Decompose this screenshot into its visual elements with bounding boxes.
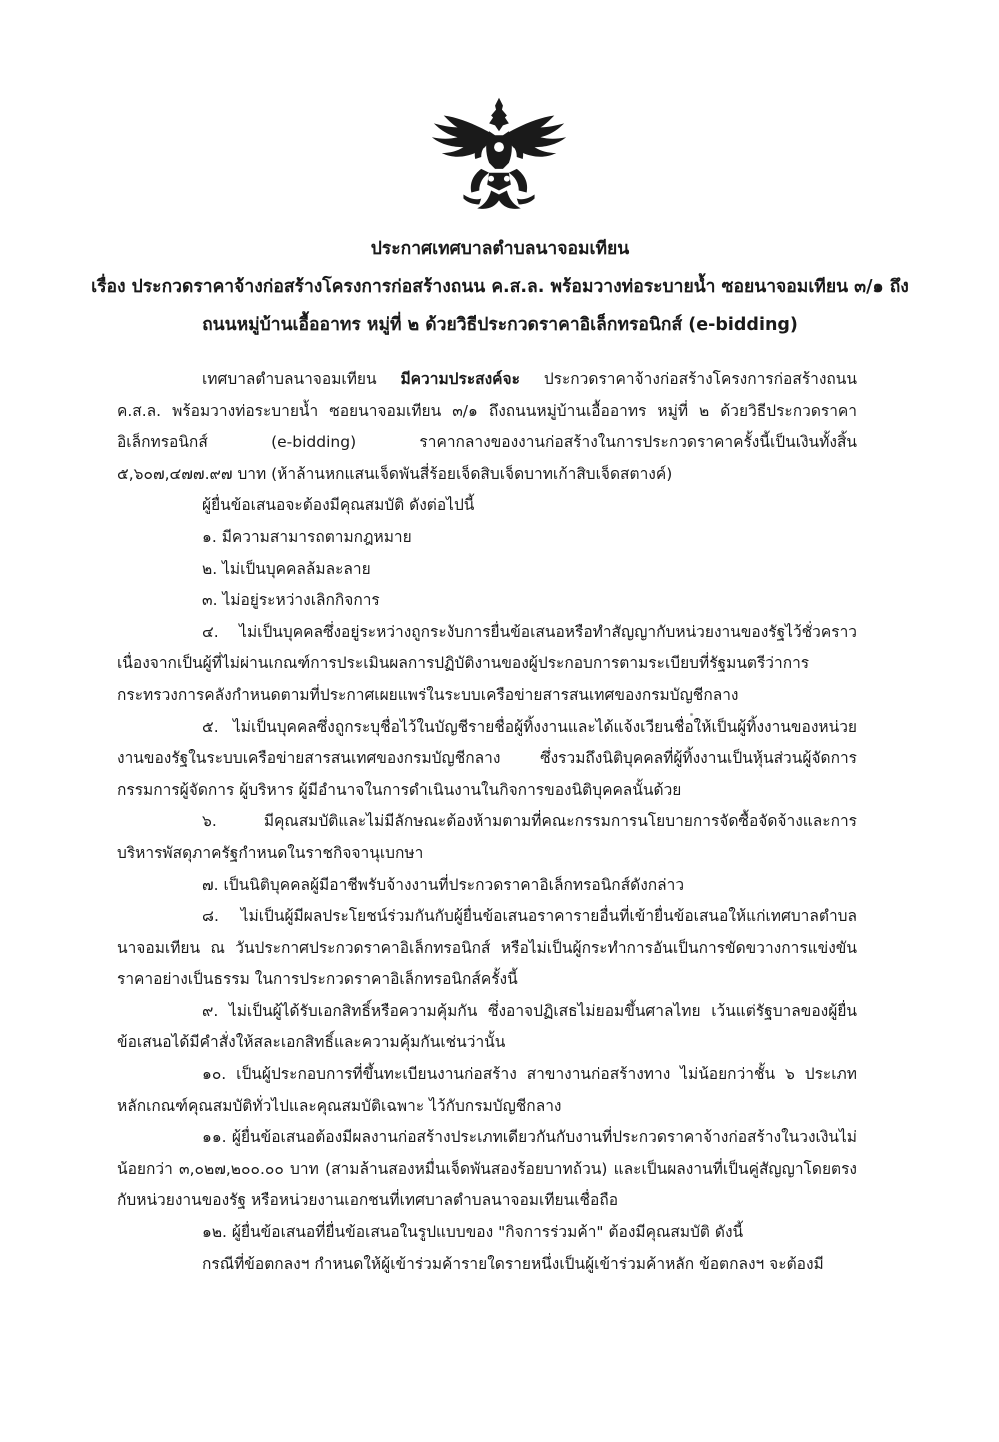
qualification-item-10: ๑๐. เป็นผู้ประกอบการที่ขึ้นทะเบียนงานก่อสร้าง สาขางานก่อสร้างทาง ไม่น้อยกว่าชั้น ๖ ประเภทหลักเกณฑ์คุณสมบัติทั่วไปและคุณสมบัติเฉพาะ ไว้กับกรมบัญชีกลาง: [117, 1065, 857, 1115]
subject-line-2: ถนนหมู่บ้านเอื้ออาทร หมู่ที่ ๒ ด้วยวิธีประกวดราคาอิเล็กทรอนิกส์ (e-bidding): [202, 315, 798, 335]
qualification-item-1: ๑. มีความสามารถตามกฎหมาย: [202, 527, 412, 546]
qualifications-heading: ผู้ยื่นข้อเสนอจะต้องมีคุณสมบัติ ดังต่อไปนี้: [202, 496, 475, 515]
qualification-item-11: ๑๑. ผู้ยื่นข้อเสนอต้องมีผลงานก่อสร้างประเภทเดียวกันกับงานที่ประกวดราคาจ้างก่อสร้างในวงเงินไม่น้อยกว่า ๓,๐๒๗,๒๐๐.๐๐ บาท (สามล้านสองหมื่นเจ็ดพันสองร้อยบาทถ้วน) และเป็นผลงานที่เป็นคู่สัญญาโดยตรงกับหน่วยงานของรัฐ หรือหน่วยงานเอกชนที่เทศบาลตำบลนาจอมเทียนเชื่อถือ: [117, 1128, 857, 1210]
qualification-item-9: ๙. ไม่เป็นผู้ได้รับเอกสิทธิ์หรือความคุ้มกัน ซึ่งอาจปฏิเสธไม่ยอมขึ้นศาลไทย เว้นแต่รัฐบาลของผู้ยื่นข้อเสนอได้มีคำสั่งให้สละเอกสิทธิ์และความคุ้มกันเช่นว่านั้น: [117, 1001, 857, 1052]
subject-line-1: [90, 275, 910, 299]
document-body: [117, 364, 857, 1280]
intro-start: เทศบาลตำบลนาจอมเทียน: [202, 370, 377, 388]
intro-rest: ประกวดราคาจ้างก่อสร้างโครงการก่อสร้างถนน ค.ส.ล. พร้อมวางท่อระบายน้ำ ซอยนาจอมเทียน ๓/๑ ถึงถนนหมู่บ้านเอื้ออาทร หมู่ที่ ๒ ด้วยวิธีประกวดราคาอิเล็กทรอนิกส์ (e-bidding) ราคากลางของงานก่อสร้างในการประกวดราคาครั้งนี้เป็นเงินทั้งสิ้น ๕,๖๐๗,๔๗๗.๙๗ บาท (ห้าล้านหกแสนเจ็ดพันสี่ร้อยเจ็ดสิบเจ็ดบาทเก้าสิบเจ็ดสตางค์): [117, 370, 857, 483]
qualification-item-5: ๕. ไม่เป็นบุคคลซึ่งถูกระบุชื่อไว้ในบัญชีรายชื่อผู้ทิ้งงานและได้แจ้งเวียนชื่อให้เป็นผู้ทิ้งงานของหน่วยงานของรัฐในระบบเครือข่ายสารสนเทศของกรมบัญชีกลาง ซึ่งรวมถึงนิติบุคคลที่ผู้ทิ้งงานเป็นหุ้นส่วนผู้จัดการ กรรมการผู้จัดการ ผู้บริหาร ผู้มีอำนาจในการดำเนินงานในกิจการของนิติบุคคลนั้นด้วย: [117, 717, 857, 799]
intro-paragraph: [117, 364, 857, 490]
scan-speck: [690, 713, 693, 716]
garuda-emblem-icon: [420, 95, 578, 215]
subject-label: เรื่อง: [91, 277, 126, 297]
subject-text-1: ประกวดราคาจ้างก่อสร้างโครงการก่อสร้างถนน ค.ส.ล. พร้อมวางท่อระบายน้ำ ซอยนาจอมเทียน ๓/๑ ถึง: [131, 277, 909, 297]
qualification-item-7: ๗. เป็นนิติบุคคลผู้มีอาชีพรับจ้างงานที่ประกวดราคาอิเล็กทรอนิกส์ดังกล่าว: [202, 875, 685, 894]
qualification-item-12: ๑๒. ผู้ยื่นข้อเสนอที่ยื่นข้อเสนอในรูปแบบของ "กิจการร่วมค้า" ต้องมีคุณสมบัติ ดังนี้: [202, 1223, 744, 1242]
intro-bold: มีความประสงค์จะ: [400, 370, 520, 388]
qualification-item-4: ๔. ไม่เป็นบุคคลซึ่งอยู่ระหว่างถูกระงับการยื่นข้อเสนอหรือทำสัญญากับหน่วยงานของรัฐไว้ชั่วคราว เนื่องจากเป็นผู้ที่ไม่ผ่านเกณฑ์การประเมินผลการปฏิบัติงานของผู้ประกอบการตามระเบียบที่รัฐมนตรีว่าการกระทรวงการคลังกำหนดตามที่ประกาศเผยแพร่ในระบบเครือข่ายสารสนเทศของกรมบัญชีกลาง: [117, 622, 857, 704]
joint-venture-clause: กรณีที่ข้อตกลงฯ กำหนดให้ผู้เข้าร่วมค้ารายใดรายหนึ่งเป็นผู้เข้าร่วมค้าหลัก ข้อตกลงฯ จะต้องมี: [202, 1254, 824, 1273]
qualification-item-8: ๘. ไม่เป็นผู้มีผลประโยชน์ร่วมกันกับผู้ยื่นข้อเสนอราคารายอื่นที่เข้ายื่นข้อเสนอให้แก่เทศบาลตำบลนาจอมเทียน ณ วันประกาศประกวดราคาอิเล็กทรอนิกส์ หรือไม่เป็นผู้กระทำการอันเป็นการขัดขวางการแข่งขันราคาอย่างเป็นธรรม ในการประกวดราคาอิเล็กทรอนิกส์ครั้งนี้: [117, 907, 857, 989]
qualification-item-2: ๒. ไม่เป็นบุคคลล้มละลาย: [202, 559, 371, 578]
qualification-item-3: ๓. ไม่อยู่ระหว่างเลิกกิจการ: [202, 591, 380, 610]
announcement-title: ประกาศเทศบาลตำบลนาจอมเทียน: [370, 239, 630, 259]
qualification-item-6: ๖. มีคุณสมบัติและไม่มีลักษณะต้องห้ามตามที่คณะกรรมการนโยบายการจัดซื้อจัดจ้างและการบริหารพัสดุภาครัฐกำหนดในราชกิจจานุเบกษา: [117, 812, 857, 862]
